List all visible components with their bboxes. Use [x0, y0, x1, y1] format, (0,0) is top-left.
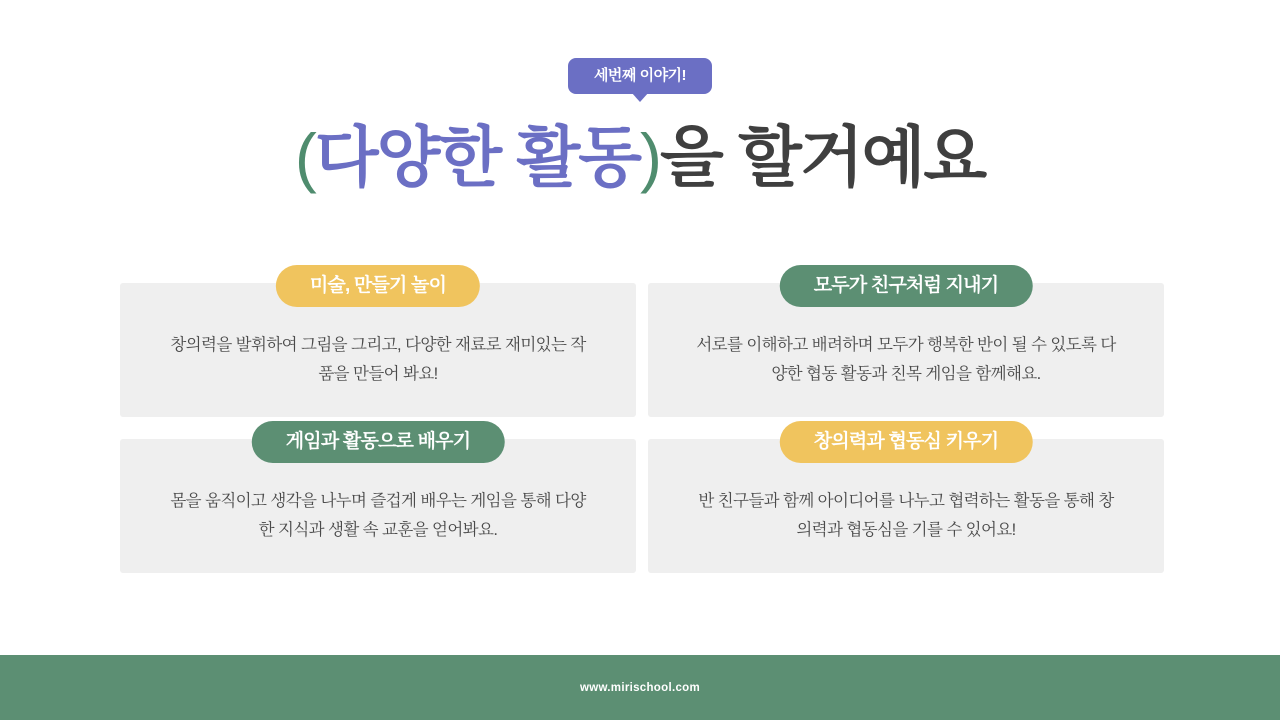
page-title [0, 118, 1280, 197]
section-badge-label: 세번째 이야기! [593, 67, 687, 84]
card-body-games: 몸을 움직이고 생각을 나누며 즐겁게 배우는 게임을 통해 다양한 지식과 생활 속 교훈을 얻어봐요. [170, 491, 586, 539]
card-title-creativity: 창의력과 협동심 키우기 [780, 421, 1033, 463]
card-item [648, 430, 1164, 573]
card-item [648, 275, 1164, 417]
footer-website-url: www.mirischool.com [580, 681, 700, 694]
card-title-friendship: 모두가 친구처럼 지내기 [780, 265, 1033, 307]
headline-rest: 을 할거예요 [659, 120, 986, 194]
card-item [120, 430, 636, 573]
card-title-art: 미술, 만들기 놀이 [276, 265, 480, 307]
section-badge [568, 58, 712, 94]
badge-container [0, 58, 1280, 94]
footer-bar [0, 655, 1280, 720]
card-item [120, 275, 636, 417]
card-body-creativity: 반 친구들과 함께 아이디어를 나누고 협력하는 활동을 통해 창의력과 협동심을 기를 수 있어요! [698, 491, 1114, 539]
headline-open-paren: ( [294, 120, 315, 194]
headline-accent: 다양한 활동 [314, 120, 640, 194]
headline-close-paren: ) [640, 120, 660, 194]
card-body-art: 창의력을 발휘하여 그림을 그리고, 다양한 재료로 재미있는 작품을 만들어 봐요! [170, 336, 586, 383]
card-title-games: 게임과 활동으로 배우기 [252, 421, 505, 463]
card-body-friendship: 서로를 이해하고 배려하며 모두가 행복한 반이 될 수 있도록 다양한 협동 활동과 친목 게임을 함께해요. [696, 336, 1116, 383]
cards-grid [120, 275, 1164, 573]
